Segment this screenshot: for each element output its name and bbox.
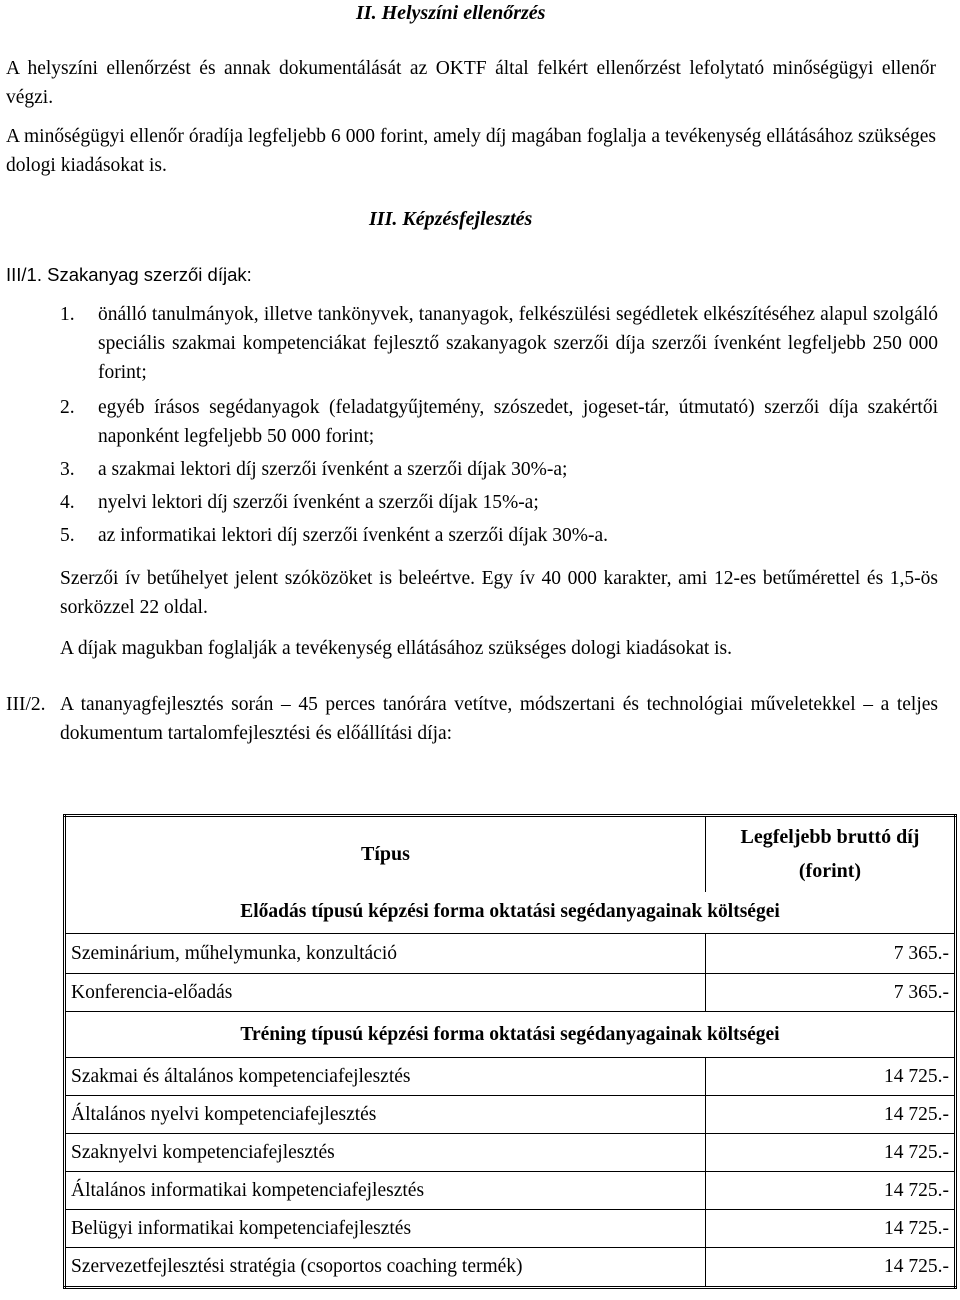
table-cell-type: Szervezetfejlesztési stratégia (csoportos coaching termék): [65, 1248, 706, 1288]
table-cell-type: Általános informatikai kompetenciafejlesztés: [65, 1172, 706, 1210]
table-row: [65, 1058, 956, 1096]
list-item: [60, 393, 938, 451]
list-item-text: egyéb írásos segédanyagok (feladatgyűjtemény, szószedet, jogeset-tár, útmutató) szerzői díja szakértői naponként legfeljebb 50 000 forint;: [98, 397, 938, 447]
table-header-fee: Legfeljebb bruttó díj (forint): [706, 816, 956, 892]
table-cell-fee: 14 725.-: [706, 1134, 956, 1172]
table-row: [65, 1096, 956, 1134]
table-cell-type: Belügyi informatikai kompetenciafejlesztés: [65, 1210, 706, 1248]
table-row: [65, 974, 956, 1012]
list-item: [60, 521, 938, 550]
list-item-number: 1.: [60, 304, 75, 325]
section-2-paragraph-2: A minőségügyi ellenőr óradíja legfeljebb 6 000 forint, amely díj magában foglalja a tevékenység ellátásához szükséges dologi kiadásokat is.: [6, 126, 936, 176]
table-cell-fee: 7 365.-: [706, 934, 956, 974]
table-header-type: Típus: [65, 816, 706, 892]
table-cell-type: Szaknyelvi kompetenciafejlesztés: [65, 1134, 706, 1172]
fee-list: [60, 300, 938, 550]
list-item-text: önálló tanulmányok, illetve tankönyvek, tananyagok, felkészülési segédletek elkészítéséhez alapul szolgáló speciális szakmai kompetenciákat fejlesztő szakanyagok szerzői díja szerzői ívenként legfeljebb 250 000 forint;: [98, 304, 938, 383]
table-cell-fee: 14 725.-: [706, 1172, 956, 1210]
table-cell-type: Szakmai és általános kompetenciafejlesztés: [65, 1058, 706, 1096]
list-item-text: az informatikai lektori díj szerzői ívenként a szerzői díjak 30%-a.: [98, 525, 609, 546]
table-cell-fee: 14 725.-: [706, 1058, 956, 1096]
subsection-3-2-text: A tananyagfejlesztés során – 45 perces tanórára vetítve, módszertani és technológiai műveletekkel – a teljes dokumentum tartalomfejlesztési és előállítási díja:: [60, 694, 938, 744]
table-row: [65, 1210, 956, 1248]
table-cell-type: Konferencia-előadás: [65, 974, 706, 1012]
table-cell-fee: 14 725.-: [706, 1248, 956, 1288]
table-section-row: [65, 1012, 956, 1058]
table-section-title: Előadás típusú képzési forma oktatási segédanyagainak költségei: [65, 892, 956, 934]
subsection-3-2-label: III/2.: [6, 694, 46, 715]
fee-table: [63, 814, 957, 1289]
list-item-number: 3.: [60, 459, 75, 480]
list-item-text: a szakmai lektori díj szerzői ívenként a szerzői díjak 30%-a;: [98, 459, 568, 480]
list-item-number: 2.: [60, 397, 75, 418]
table-cell-fee: 14 725.-: [706, 1096, 956, 1134]
table-row: [65, 1172, 956, 1210]
list-item-number: 5.: [60, 525, 75, 546]
table-section-title: Tréning típusú képzési forma oktatási segédanyagainak költségei: [65, 1012, 956, 1058]
table-row: [65, 1134, 956, 1172]
table-row: [65, 1248, 956, 1288]
subsection-3-1-heading: III/1. Szakanyag szerzői díjak:: [6, 264, 252, 285]
section-2-title: II. Helyszíni ellenőrzés: [356, 2, 546, 24]
section-3-title: III. Képzésfejlesztés: [369, 208, 533, 230]
table-cell-type: Általános nyelvi kompetenciafejlesztés: [65, 1096, 706, 1134]
table-cell-fee: 7 365.-: [706, 974, 956, 1012]
note-author-sheet: Szerzői ív betűhelyet jelent szóközöket is beleértve. Egy ív 40 000 karakter, ami 12-es betűmérettel és 1,5-ös sorközzel 22 oldal.: [60, 568, 938, 618]
note-fees-include: A díjak magukban foglalják a tevékenység ellátásához szükséges dologi kiadásokat is.: [60, 638, 733, 659]
table-section-row: [65, 892, 956, 934]
list-item: [60, 455, 938, 484]
list-item-number: 4.: [60, 492, 75, 513]
table-header-row: [65, 816, 956, 892]
table-cell-fee: 14 725.-: [706, 1210, 956, 1248]
table-cell-type: Szeminárium, műhelymunka, konzultáció: [65, 934, 706, 974]
list-item: [60, 488, 938, 517]
list-item-text: nyelvi lektori díj szerzői ívenként a szerzői díjak 15%-a;: [98, 492, 539, 513]
table-row: [65, 934, 956, 974]
list-item: [60, 300, 938, 387]
section-2-paragraph-1: A helyszíni ellenőrzést és annak dokumentálását az OKTF által felkért ellenőrzést lefolytató minőségügyi ellenőr végzi.: [6, 58, 936, 108]
